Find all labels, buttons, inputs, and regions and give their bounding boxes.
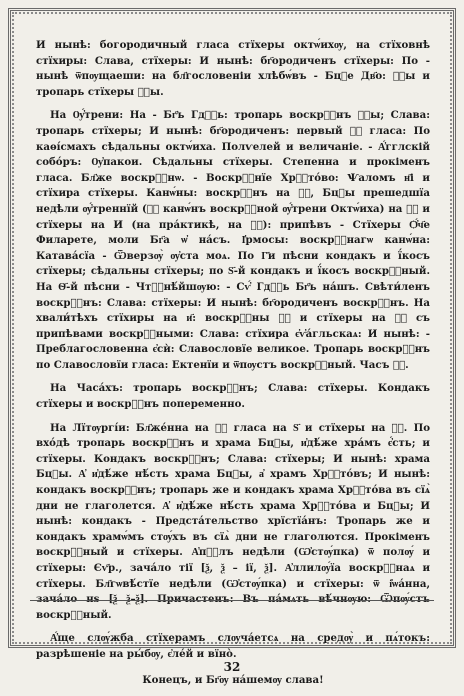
document-body [36,38,430,696]
paragraph: На Часа́хъ: тропарь воскрⷭ҇нъ; Слава: стїхеры. Кондакъ стїхеры и воскрⷭ҇нъ попеременно. [36,382,430,411]
paragraph: На Ѹ҆́трени: На - Бг҃ъ Гдⷭ҇ь: тропарь воскрⷭ҇нъ ѯⷣы; Слава: тропарь стїхеры; И нынѣ: бг҃ородиченъ: первый ѯⷣ гласа: По каѳі́смахъ сѣдальны октѡ́иха. Полѵелей и величаніе. - А҆́гглскій собо́ръ: Ѹ҆пакои. Сѣдальны стїхеры. Степенна и прокіменъ гласа. Бл҃же воскрⷭ҇нѡ. - Воскрⷭ҇нїе Хрⷭ҇то́во: Ѱаломъ н҃і и стїхира стїхеры. Канѡ́ны: воскрⷭ҇нъ на ѯⷣ, Бцⷣы прешедшїа недѣли ѹ҆́треннїй (ѯⷣ канѡ́нъ воскрⷭ҇ной ѹ҆́трени Октѡ́иха) на ѯⷣ и стїхеры на И (на пра́ктикѣ, на ѯⷣ): припѣвъ - Стїхеры Ѻ҆́ч҃е Филарете, моли Бг҃а ѡ҆ на́съ. І҆рмосы: воскрⷭ҇нагѡ канѡ́на: Катава́сїа - Ѿверзѹ̀ ѹ҆ста моѧ. По Г҃и пѣсни кондакъ и ї́косъ стїхеры; сѣдальны стїхеры; по Ѕ҃-й кондакъ и ї́косъ воскрⷭ҇ный. На Ѳ҃-й пѣсни - Чтⷭ҇нѣ́йшѹю: - Сѵ҆́ Гдⷭ҇ь Бг҃ъ на́шъ. Свѣти́ленъ воскрⷭ҇нъ: Слава: стїхеры: И нынѣ: бг҃ородиченъ воскрⷭ҇нъ. На хвали́тѣхъ стїхиры на и҃: воскрⷭ҇ны ѯⷣ и стїхеры на ѯⷣ съ припѣвами воскрⷭ҇ными: Слава: стїхира є҆ѵ҆а́гльскаѧ: И нынѣ: - Преблагословенна є҆сѝ: Славословїе великое. Тропарь воскрⷭ҇нъ по Славословїи гласа: Ектенїи и ѿпѹстъ воскрⷭ҇ный. Часъ ѯⷣ. [36,109,430,371]
paragraph: А҆́ще слѹ́жба стїхерамъ слѹча́етсѧ на средѹ̀ и пѧ́токъ: разрѣшеніе на ры́бѹ, є҆ле́й и вїно̀. [36,632,430,660]
page-number: 32 [223,660,241,674]
footer-rule [30,600,434,601]
closing-line: Конецъ, и Бг҃ѹ на́шемѹ слава! [142,673,324,686]
paragraph: И нынѣ: богородичный гласа стїхеры октѡ́ихѹ, на стїховнѣ стїхиры: Слава, стїхеры: И нынѣ: бг҃ородиченъ стїхеры: По - нынѣ ѿпѹщаеши: на бл҃гословеніи хлѣбѡ́въ - Бцⷣе Дв҃о: ѯⷣы и тропарь стїхеры ѯⷣы. [36,39,430,98]
paragraph: На Лїтѹргі́и: Бл҃же́нна на ѯⷣ гласа на Ѕ҃ и стїхеры на ѯⷣ. По вхо́дѣ тропарь воскрⷭ҇нъ и храма Бцⷣы, и҆дѣ́же хра́мъ є҆́сть; и стїхеры. Кондакъ воскрⷭ҇нъ; Слава: стїхеры; И нынѣ: храма Бцⷣы. А҆ и҆дѣ́же нѣ́сть храма Бцⷣы, а҆ храмъ Хрⷭ҇то́въ; И нынѣ: кондакъ воскрⷭ҇нъ; тропарь же и кондакъ храма Хрⷭ҇то́ва въ сїѧ̀ дни не глаголется. А҆ и҆дѣ́же нѣ́сть храма Хрⷭ҇то́ва и Бцⷣы; И нынѣ: кондакъ - Предста́тельство хрїстїа́нъ: Тропарь же и кондакъ храмѡ́мъ стѹ́хъ въ сїѧ̀ дни не глаголются. Прокіменъ воскрⷭ҇ный и стїхеры. А҆пⷭ҇лъ недѣли (Ѡ҆стѹ́пка) ѿ полѹ́ и стїхеры: Єѵ҃р., зача́ло тії [ѯ, ѯ – ії, ѯ]. А҆ллилѹ́їа воскрⷭ҇наѧ и стїхеры. Бл҃гѡвѣ́стїе недѣли (Ѡ҆стѹ́пка) и стїхеры: ѿ і҆ѡа́нна, зача́ло нѕ [ѯ ѯ–ѯ]. Причастенъ: Въ па́мѧть вѣ́чнѹю: Ѿпѹ́стъ воскрⷭ҇ный. [36,421,430,621]
